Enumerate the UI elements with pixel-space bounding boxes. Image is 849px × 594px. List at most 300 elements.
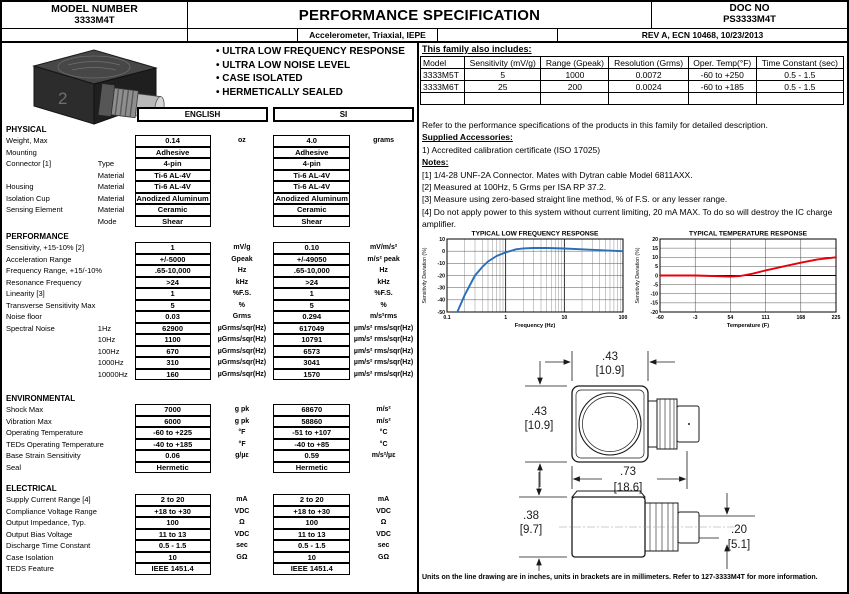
spec-value-english: Adhesive [135,147,211,159]
spec-row [2,563,417,575]
spec-sublabel: 1Hz [97,323,112,333]
spec-sublabel [98,265,135,277]
note-item: [1] 1/4-28 UNF-2A Connector. Mates with Dytran cable Model 6811AXX. [422,169,693,180]
spec-unit-si: µm/s² rms/sqr(Hz) [353,347,414,355]
section-title: PHYSICAL [6,125,47,134]
spec-value-english: Hermetic [135,462,211,474]
family-table-cell [609,93,689,105]
main-area [2,43,847,592]
spec-unit-si: Hz [379,267,388,275]
spec-row [2,439,417,451]
spec-value-si: 0.294 [273,311,350,323]
spec-label: Shock Max [6,405,44,415]
notes-heading: Notes: [422,157,449,168]
svg-text:0: 0 [655,273,658,280]
spec-value-si: 2 to 20 [273,494,350,506]
family-table-cell: 1000 [541,69,609,81]
spec-value-english: -40 to +185 [135,439,211,451]
spec-unit-si: µm/s² rms/sqr(Hz) [353,324,414,332]
spec-unit-english: g/µε [235,452,249,460]
spec-label [2,369,98,381]
family-table-cell [465,93,541,105]
spec-row [2,529,417,541]
dim-side-height-inches: .38 [523,510,539,522]
spec-unit-english [211,216,274,228]
svg-text:-3: -3 [692,315,698,321]
spec-value-si: Ti-6 AL-4V [273,170,350,182]
svg-text:225: 225 [831,315,841,321]
spec-label: Weight, Max [6,136,48,146]
spec-value-english: >24 [135,277,211,289]
family-table-cell: 0.0024 [609,81,689,93]
spec-sublabel [98,506,135,518]
feature-item: • CASE ISOLATED [216,72,405,86]
svg-text:100: 100 [618,315,628,321]
spec-value-si: 0.5 - 1.5 [273,540,350,552]
spec-sublabel: 1000Hz [97,358,124,368]
spec-value-english: IEEE 1451.4 [135,563,211,575]
spec-sublabel [98,404,135,416]
family-table-cell: 0.5 - 1.5 [756,81,843,93]
spec-unit-si: sec [377,542,390,550]
family-table-row [421,81,844,93]
spec-value-english: 100 [135,517,211,529]
spec-row [2,506,417,518]
spec-row [2,357,417,369]
spec-row [2,216,417,228]
svg-text:Temperature (F): Temperature (F) [726,323,770,329]
spec-value-english: 10 [135,552,211,564]
svg-text:10: 10 [439,236,445,243]
spec-unit-si: µm/s² rms/sqr(Hz) [353,336,414,344]
spec-value-si: Ceramic [273,204,350,216]
family-table-row [421,69,844,81]
spec-value-english: 11 to 13 [135,529,211,541]
temperature-response-chart [633,228,843,329]
dim-connector-inches: .20 [731,524,747,536]
doc-no-label: DOC NO [729,3,770,14]
spec-value-english: +/-5000 [135,254,211,266]
spec-unit-si: m/s²rms [369,313,398,321]
spec-value-si: Anodized Aluminum [273,193,350,205]
spec-label: Output Bias Voltage [6,529,73,539]
spec-unit-english: µGrms/sqr(Hz) [217,324,267,332]
svg-text:-30: -30 [437,285,445,292]
family-table-row [421,93,844,105]
charts-row [420,228,846,329]
spec-row [2,450,417,462]
spec-unit-si [350,170,417,182]
spec-unit-english [211,193,274,205]
spec-value-english: +18 to +30 [135,506,211,518]
spec-label: Supply Current Range [4] [6,495,91,505]
spec-value-si: 3041 [273,357,350,369]
svg-text:-10: -10 [650,291,658,298]
model-number-cell [2,2,188,28]
dim-width-inches: .43 [602,351,618,363]
spec-unit-si: m/s²/µε [371,452,396,460]
spec-sublabel [98,462,135,474]
spec-sublabel [98,517,135,529]
spec-unit-si [350,193,417,205]
spec-value-english: 62900 [135,323,211,335]
spec-row [2,323,417,335]
spec-value-si: Hermetic [273,462,350,474]
spec-sublabel [98,135,135,147]
spec-unit-english: g pk [234,406,250,414]
spec-unit-english: Hz [237,267,247,275]
product-subtitle: Accelerometer, Triaxial, IEPE [298,29,438,41]
spec-unit-english: g pk [234,417,250,425]
spec-label: Discharge Time Constant [6,541,91,551]
axis-number-label: 2 [58,89,68,108]
svg-text:Sensitivity Deviation (%): Sensitivity Deviation (%) [422,247,428,304]
spec-label: Spectral Noise [6,323,55,333]
family-table-cell: 200 [541,81,609,93]
spec-sublabel [98,529,135,541]
spec-unit-si: VDC [376,507,391,515]
section-title: ENVIRONMENTAL [6,394,76,403]
family-table-cell: 3333M5T [421,69,465,81]
family-column-header: Range (Gpeak) [541,57,609,69]
svg-text:-15: -15 [650,300,658,307]
section-performance [2,232,417,380]
spec-value-si: 11 to 13 [273,529,350,541]
spec-row [2,404,417,416]
spec-unit-si: µm/s² rms/sqr(Hz) [353,359,414,367]
svg-text:-50: -50 [437,309,445,316]
spec-label: TEDs Operating Temperature [6,439,104,449]
spec-label [2,216,98,228]
spec-unit-english: µGrms/sqr(Hz) [217,336,267,344]
spec-sublabel: Material [97,170,125,180]
subheader-empty-cell [2,29,188,41]
spec-label: Connector [1] [6,159,52,169]
spec-unit-si [350,147,417,159]
family-table-cell: 5 [465,69,541,81]
spec-unit-english [211,147,274,159]
spec-sublabel [98,427,135,439]
spec-unit-english [211,170,274,182]
svg-text:168: 168 [796,315,806,321]
family-table-cell [421,93,465,105]
family-table-cell: 3333M6T [421,81,465,93]
spec-unit-si: mA [377,496,390,504]
page-title: PERFORMANCE SPECIFICATION [298,6,541,24]
subheader-empty-cell [188,29,298,41]
spec-sections [2,125,417,575]
spec-value-english: 7000 [135,404,211,416]
spec-row [2,427,417,439]
spec-value-si: +/-49050 [273,254,350,266]
feature-list [216,45,405,99]
spec-label: Seal [6,462,22,472]
svg-text:TYPICAL LOW FREQUENCY RESPONSE: TYPICAL LOW FREQUENCY RESPONSE [471,230,599,238]
spec-sublabel [98,494,135,506]
svg-text:15: 15 [652,245,658,252]
spec-row [2,416,417,428]
spec-unit-english: kHz [235,278,249,286]
doc-no-cell [651,2,847,28]
spec-sublabel [98,416,135,428]
spec-value-si: 0.10 [273,242,350,254]
spec-value-si: >24 [273,277,350,289]
dim-length-inches: .73 [620,466,636,478]
spec-value-english: Shear [135,216,211,228]
spec-value-english: 5 [135,300,211,312]
spec-unit-english: Gpeak [231,255,253,263]
spec-unit-english: oz [238,137,246,145]
spec-row [2,135,417,147]
spec-label: Frequency Range, +15/-10% [6,266,103,276]
spec-value-si: 617049 [273,323,350,335]
spec-value-english: Ti-6 AL-4V [135,170,211,182]
spec-sublabel: Material [97,205,125,215]
spec-row [2,334,417,346]
spec-value-si: 4.0 [273,135,350,147]
spec-row [2,288,417,300]
subheader-empty-cell [438,29,558,41]
spec-unit-english: Grms [232,313,252,321]
accessories-heading: Supplied Accessories: [422,132,513,143]
spec-value-english: 160 [135,369,211,381]
spec-value-english: 0.03 [135,311,211,323]
spec-value-si: 1570 [273,369,350,381]
dim-side-height-mm: [9.7] [519,524,543,536]
svg-text:-40: -40 [437,297,445,304]
spec-unit-si: % [380,301,387,309]
low-frequency-response-chart [420,228,630,329]
family-table-cell [541,93,609,105]
dim-height-inches: .43 [531,406,547,418]
spec-unit-english [211,181,274,193]
svg-text:20: 20 [652,236,658,243]
spec-label: Resonance Frequency [6,277,82,287]
family-heading: This family also includes: [422,44,532,54]
family-table-cell [688,93,756,105]
family-table-cell: -60 to +250 [688,69,756,81]
section-physical [2,125,417,227]
spec-unit-si [350,158,417,170]
dim-width-mm: [10.9] [595,365,625,377]
spec-value-english: Anodized Aluminum [136,193,209,203]
spec-sublabel: Mode [97,216,117,226]
spec-value-si: +18 to +30 [273,506,350,518]
spec-label: Transverse Sensitivity Max [6,300,96,310]
svg-text:-5: -5 [653,282,658,289]
spec-unit-si: mV/m/s² [369,244,398,252]
spec-unit-si: m/s² [376,417,391,425]
spec-sublabel: 100Hz [97,346,120,356]
spec-label: Vibration Max [6,416,52,426]
spec-sublabel [98,242,135,254]
spec-value-si: Ti-6 AL-4V [273,181,350,193]
spec-unit-si: °C [379,429,388,437]
notes-panel [422,119,840,231]
spec-unit-si [350,216,417,228]
spec-sublabel [98,552,135,564]
info-panel [419,43,847,592]
spec-unit-si: °C [379,440,388,448]
spec-sublabel: Material [97,193,125,203]
dim-connector-mm: [5.1] [727,539,751,551]
spec-label: Isolation Cup [6,193,50,203]
spec-label [2,170,98,182]
spec-value-english: 310 [135,357,211,369]
spec-label: Mounting [6,147,37,157]
feature-item: • HERMETICALLY SEALED [216,86,405,100]
spec-sublabel [98,254,135,266]
spec-label: Sensing Element [6,205,63,215]
spec-unit-english: °F [238,429,246,437]
svg-text:1: 1 [504,315,508,321]
spec-sublabel: 10Hz [97,335,116,345]
spec-value-english: 2 to 20 [135,494,211,506]
spec-unit-si [350,204,417,216]
spec-value-si: Adhesive [273,147,350,159]
spec-unit-si: %F.S. [374,290,393,298]
svg-text:10: 10 [561,315,568,321]
spec-unit-si: µm/s² rms/sqr(Hz) [353,370,414,378]
dimension-drawing [419,331,847,571]
spec-value-si: IEEE 1451.4 [273,563,350,575]
feature-item: • ULTRA LOW FREQUENCY RESPONSE [216,45,405,59]
spec-row [2,540,417,552]
spec-unit-english: µGrms/sqr(Hz) [217,370,267,378]
spec-value-si: 10791 [273,334,350,346]
spec-value-si: -40 to +85 [273,439,350,451]
doc-no-value: PS3333M4T [723,14,776,25]
spec-label: Acceleration Range [6,254,72,264]
svg-text:54: 54 [727,315,734,321]
model-number-label: MODEL NUMBER [51,3,138,15]
spec-value-si: 58860 [273,416,350,428]
spec-sublabel: Material [97,182,125,192]
spec-unit-si [350,462,417,474]
spec-row [2,147,417,159]
section-title: ELECTRICAL [6,484,57,493]
spec-unit-english [211,158,274,170]
revision-text: REV A, ECN 10468, 10/23/2013 [641,30,764,40]
spec-row [2,462,417,474]
spec-value-si: 5 [273,300,350,312]
spec-unit-english: °F [238,440,246,448]
spec-unit-english: sec [236,542,248,550]
spec-row [2,181,417,193]
svg-text:5: 5 [655,264,658,271]
spec-value-english: 0.06 [135,450,211,462]
spec-panel [2,43,419,592]
spec-unit-si: kHz [377,278,390,286]
spec-row [2,552,417,564]
spec-value-english: 670 [135,346,211,358]
svg-text:0.1: 0.1 [443,315,451,321]
spec-value-english: Ceramic [135,204,211,216]
section-title: PERFORMANCE [6,232,69,241]
spec-unit-si [350,563,417,575]
spec-value-english: -60 to +225 [135,427,211,439]
spec-label: Output Impedance, Typ. [6,518,86,528]
svg-text:-60: -60 [656,315,664,321]
spec-sublabel: Type [97,159,115,169]
header-row [2,2,847,29]
section-environmental [2,394,417,473]
spec-row [2,265,417,277]
spec-sublabel [98,288,135,300]
spec-row [2,242,417,254]
spec-unit-si: Ω [380,519,387,527]
spec-unit-si: m/s² peak [367,255,400,263]
family-intro-text: Refer to the performance specifications of the products in this family for detailed description. [422,120,768,130]
spec-label: Compliance Voltage Range [6,506,97,516]
spec-label: Base Strain Sensitivity [6,451,81,461]
note-item: [2] Measured at 100Hz, 5 Grms per ISA RP 37.2. [422,182,607,193]
spec-unit-english: VDC [234,530,250,538]
svg-text:-20: -20 [650,309,658,316]
spec-unit-english: Ω [239,519,245,527]
svg-text:Sensitivity Deviation (%): Sensitivity Deviation (%) [635,247,641,304]
spec-unit-english [211,563,274,575]
spec-label: Noise floor [6,312,42,322]
spec-row [2,311,417,323]
spec-sublabel [98,450,135,462]
model-number-value: 3333M4T [74,15,115,26]
spec-value-si: 4-pin [273,158,350,170]
spec-sublabel [98,300,135,312]
accessory-item: 1) Accredited calibration certificate (ISO 17025) [422,144,601,155]
spec-row [2,204,417,216]
spec-unit-si: m/s² [376,406,391,414]
family-table-cell: 0.5 - 1.5 [756,69,843,81]
spec-row [2,517,417,529]
spec-label: Linearity [3] [6,289,45,299]
spec-value-english: 1100 [135,334,211,346]
spec-value-si: -51 to +107 [273,427,350,439]
feature-item: • ULTRA LOW NOISE LEVEL [216,59,405,73]
family-table [420,56,844,105]
spec-value-english: Ti-6 AL-4V [135,181,211,193]
spec-unit-si [350,181,417,193]
spec-unit-si: grams [373,137,395,145]
spec-value-si: .65-10,000 [273,265,350,277]
family-column-header: Oper. Temp(°F) [688,57,756,69]
spec-row [2,494,417,506]
family-column-header: Time Constant (sec) [756,57,843,69]
spec-value-si: 1 [273,288,350,300]
spec-value-si: 68670 [273,404,350,416]
spec-unit-english: VDC [234,507,250,515]
family-column-header: Resolution (Grms) [609,57,689,69]
spec-sublabel [98,540,135,552]
spec-unit-english: mA [236,496,248,504]
note-item: [3] Measure using zero-based straight line method, % of F.S. or any lesser range. [422,194,728,205]
family-column-header: Model [421,57,465,69]
svg-text:0: 0 [442,248,445,255]
spec-unit-english: µGrms/sqr(Hz) [217,347,267,355]
spec-value-english: 1 [135,288,211,300]
spec-row [2,369,417,381]
svg-text:10: 10 [652,255,658,262]
spec-label: Case Isolation [6,552,54,562]
spec-sublabel [98,311,135,323]
svg-text:-10: -10 [437,261,445,268]
spec-value-si: 10 [273,552,350,564]
spec-value-si: Shear [273,216,350,228]
spec-unit-english: % [238,301,246,309]
spec-unit-english [211,462,274,474]
svg-text:-20: -20 [437,273,445,280]
spec-sublabel: 10000Hz [97,369,128,379]
